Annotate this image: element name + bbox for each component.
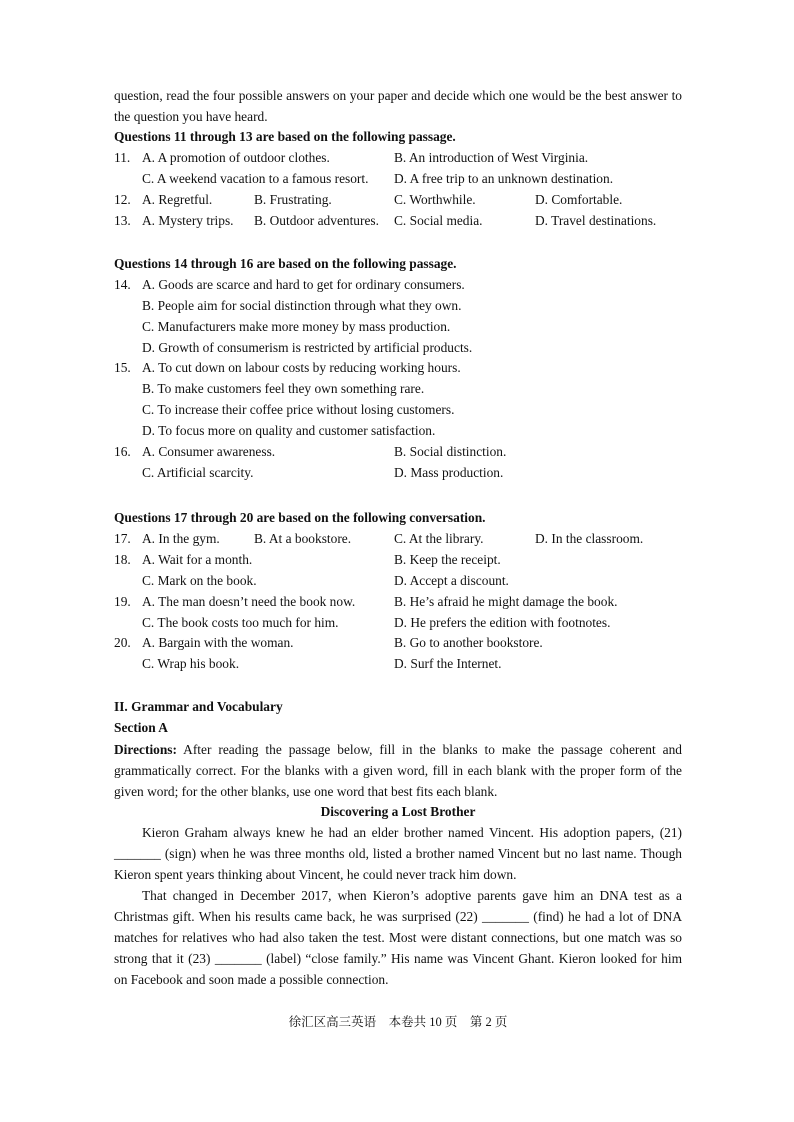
option-d: D. A free trip to an unknown destination. bbox=[394, 171, 614, 186]
conversation-heading: Questions 17 through 20 are based on the following conversation. bbox=[114, 510, 486, 525]
question-number: 20. bbox=[114, 635, 131, 650]
option-a: A. Mystery trips. bbox=[142, 213, 234, 228]
directions bbox=[114, 739, 682, 802]
question-number: 14. bbox=[114, 277, 131, 292]
question-number: 17. bbox=[114, 531, 131, 546]
option-d: D. To focus more on quality and customer satisfaction. bbox=[142, 423, 436, 438]
question-number: 11. bbox=[114, 150, 131, 165]
option-a: A. Wait for a month. bbox=[142, 552, 253, 567]
option-b: B. Social distinction. bbox=[394, 444, 507, 459]
option-a: A. Goods are scarce and hard to get for ordinary consumers. bbox=[142, 277, 465, 292]
option-a: A. Consumer awareness. bbox=[142, 444, 276, 459]
option-b: B. Frustrating. bbox=[254, 192, 332, 207]
section-title: Section A bbox=[114, 720, 168, 735]
option-c: C. At the library. bbox=[394, 531, 484, 546]
option-c: C. Social media. bbox=[394, 213, 483, 228]
question-number: 19. bbox=[114, 594, 131, 609]
question-number: 16. bbox=[114, 444, 131, 459]
passage-paragraph-2: That changed in December 2017, when Kieron’s adoptive parents gave him an DNA test as a Christmas gift. When his results came back, he was surprised (22) _______ (find) he had a lot of DNA matches for relatives who had also taken the test. Most were distant connections, but one match was so strong that it (23) _______ (label) “close family.” His name was Vincent Ghant. Kieron looked for him on Facebook and soon made a possible connection. bbox=[114, 888, 682, 987]
option-a: A. To cut down on labour costs by reducing working hours. bbox=[142, 360, 461, 375]
question-number: 15. bbox=[114, 360, 131, 375]
question-number: 18. bbox=[114, 552, 131, 567]
option-b: B. People aim for social distinction through what they own. bbox=[142, 298, 462, 313]
passage2-heading: Questions 14 through 16 are based on the following passage. bbox=[114, 256, 457, 271]
page-footer: 徐汇区高三英语 本卷共 10 页 第 2 页 bbox=[288, 1015, 508, 1029]
option-d: D. In the classroom. bbox=[535, 531, 644, 546]
option-c: C. To increase their coffee price without losing customers. bbox=[142, 402, 455, 417]
directions-text: After reading the passage below, fill in the blanks to make the passage coherent and grammatically correct. For the blanks with a given word, fill in each blank with the proper form of the given word; for the other blanks, use one word that best fits each blank. bbox=[114, 742, 682, 799]
option-d: D. Growth of consumerism is restricted by artificial products. bbox=[142, 340, 473, 355]
option-d: D. He prefers the edition with footnotes. bbox=[394, 615, 611, 630]
option-b: B. At a bookstore. bbox=[254, 531, 352, 546]
option-c: C. Artificial scarcity. bbox=[142, 465, 254, 480]
option-c: C. A weekend vacation to a famous resort. bbox=[142, 171, 369, 186]
intro-text: question, read the four possible answers on your paper and decide which one would be the best answer to the question you have heard. bbox=[114, 88, 682, 124]
option-a: A. A promotion of outdoor clothes. bbox=[142, 150, 330, 165]
option-d: D. Accept a discount. bbox=[394, 573, 509, 588]
option-c: C. Worthwhile. bbox=[394, 192, 476, 207]
option-a: A. Regretful. bbox=[142, 192, 213, 207]
option-b: B. Go to another bookstore. bbox=[394, 635, 543, 650]
option-a: A. Bargain with the woman. bbox=[142, 635, 294, 650]
part-title: II. Grammar and Vocabulary bbox=[114, 699, 283, 714]
passage-title: Discovering a Lost Brother bbox=[320, 804, 476, 819]
question-number: 13. bbox=[114, 213, 131, 228]
directions-label: Directions: bbox=[114, 742, 177, 757]
question-number: 12. bbox=[114, 192, 131, 207]
option-b: B. Keep the receipt. bbox=[394, 552, 501, 567]
option-c: C. The book costs too much for him. bbox=[142, 615, 339, 630]
passage1-heading: Questions 11 through 13 are based on the following passage. bbox=[114, 129, 456, 144]
option-d: D. Surf the Internet. bbox=[394, 656, 502, 671]
option-b: B. An introduction of West Virginia. bbox=[394, 150, 589, 165]
option-d: D. Travel destinations. bbox=[535, 213, 657, 228]
passage-paragraph-1: Kieron Graham always knew he had an elder brother named Vincent. His adoption papers, (21) _______ (sign) when he was three months old, listed a brother named Vincent but no last name. Though Kieron spent years thinking about Vincent, he could never track him down. bbox=[114, 825, 682, 882]
option-c: C. Manufacturers make more money by mass production. bbox=[142, 319, 451, 334]
option-a: A. In the gym. bbox=[142, 531, 220, 546]
option-b: B. He’s afraid he might damage the book. bbox=[394, 594, 618, 609]
option-b: B. Outdoor adventures. bbox=[254, 213, 379, 228]
option-c: C. Mark on the book. bbox=[142, 573, 257, 588]
option-a: A. The man doesn’t need the book now. bbox=[142, 594, 356, 609]
option-d: D. Mass production. bbox=[394, 465, 504, 480]
option-c: C. Wrap his book. bbox=[142, 656, 240, 671]
option-d: D. Comfortable. bbox=[535, 192, 623, 207]
option-b: B. To make customers feel they own something rare. bbox=[142, 381, 425, 396]
